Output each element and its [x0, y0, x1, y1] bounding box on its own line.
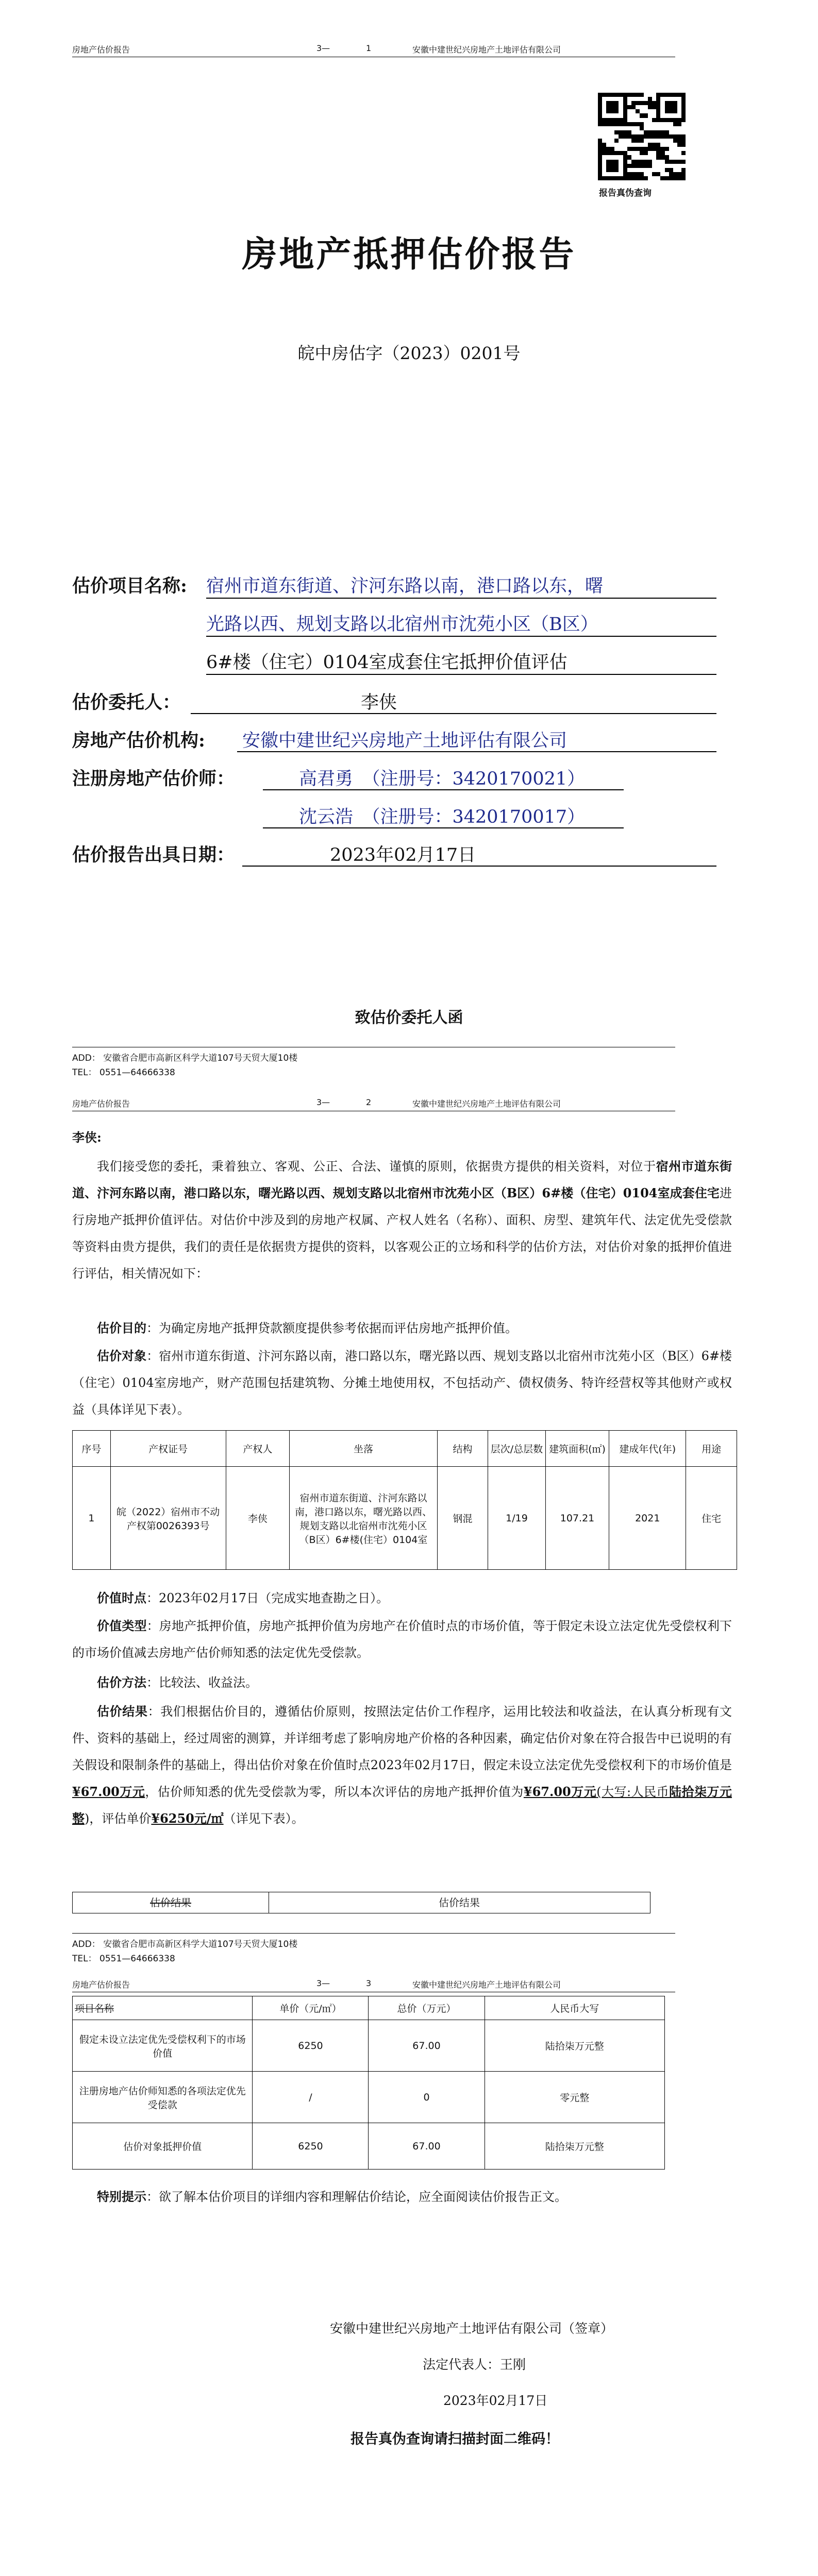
underline: [206, 598, 716, 599]
report-date: 2023年02月17日: [330, 845, 476, 866]
table-cell: 宿州市道东街道、汴河东路以南，港口路以东，曙光路以西、规划支路以北宿州市沈苑小区（B区）6#楼(住宅）0104室: [290, 1467, 437, 1570]
client-label: 估价委托人：: [72, 692, 181, 713]
agency-label: 房地产估价机构:: [72, 730, 205, 751]
table-header: 建筑面积(㎡): [545, 1431, 609, 1467]
header-company: 安徽中建世纪兴房地产土地评估有限公司: [412, 1099, 561, 1109]
underline: [263, 789, 624, 790]
letter-title: 致估价委托人函: [355, 1009, 463, 1027]
table-header: 用途: [686, 1431, 737, 1467]
underline: [206, 674, 716, 675]
project-label: 估价项目名称:: [72, 575, 187, 597]
result-text: ：我们根据估价目的，遵循估价原则，按照法定估价工作程序，运用比较法和收益法，在认真分析现有文件、资料的基础上，经过周密的测算，并详细考虑了影响房地产价格的各种因素，确定估价对象在符合报告中已说明的有关假设和限制条件的基础上，得出估价对象在价值时点2023年02月17日，假定未设立法定优先受偿权利下的市场价值是: [72, 1704, 732, 1772]
underline: [242, 866, 716, 867]
report-title: 房地产抵押估价报告: [242, 234, 576, 275]
table-cell: 陆拾柒万元整: [485, 2020, 664, 2072]
table-header: 坐落: [290, 1431, 437, 1467]
table-header: 建成年代(年): [609, 1431, 686, 1467]
report-date-label: 估价报告出具日期：: [72, 844, 235, 866]
underline: [206, 636, 716, 637]
header-report-title: 房地产估价报告: [72, 45, 130, 55]
table-cell: 假定未设立法定优先受偿权利下的市场价值: [73, 2020, 253, 2072]
footer-rule: [72, 1933, 675, 1934]
notice-label: 特别提示: [97, 2189, 146, 2204]
object-text: ：宿州市道东街道、汴河东路以南，港口路以东，曙光路以西、规划支路以北宿州市沈苑小区（B区）6#楼（住宅）0104室房地产，财产范围包括建筑物、分摊土地使用权，不包括动产、债权债务、特许经营权等其他财产或权益（具体详见下表）。: [72, 1349, 732, 1417]
table-cell: 李侠: [226, 1467, 290, 1570]
header-page-number: 2: [366, 1097, 372, 1107]
property-table: [72, 1430, 737, 1570]
table-cell: 6250: [253, 2020, 369, 2072]
value-type-label: 价值类型: [97, 1618, 147, 1633]
project-name-line3: 6#楼（住宅）0104室成套住宅抵押价值评估: [206, 652, 567, 673]
table-header: 产权证号: [110, 1431, 226, 1467]
value-date-paragraph: [72, 1585, 732, 1612]
page-header: [72, 1097, 675, 1109]
table-row: [73, 2072, 665, 2123]
qr-code-icon[interactable]: [598, 93, 686, 180]
header-page-marker: 3—: [316, 43, 330, 53]
header-page-number: 3: [366, 1978, 372, 1988]
legal-representative: 法定代表人：王刚: [423, 2357, 526, 2372]
header-page-marker: 3—: [316, 1097, 330, 1107]
purpose-label: 估价目的: [97, 1320, 146, 1335]
table-cell: 注册房地产估价师知悉的各项法定优先受偿款: [73, 2072, 253, 2123]
object-paragraph: [72, 1343, 732, 1423]
table-cell: 0: [369, 2072, 485, 2123]
table-cell: 钢混: [437, 1467, 488, 1570]
underline: [263, 827, 624, 828]
agency-name: 安徽中建世纪兴房地产土地评估有限公司: [242, 731, 567, 751]
notice-text: ：欲了解本估价项目的详细内容和理解估价结论，应全面阅读估价报告正文。: [146, 2190, 567, 2204]
result-head-cell: 估价结果: [73, 1892, 269, 1913]
mortgage-value: ¥67.00万元: [523, 1784, 597, 1799]
table-row: [73, 2123, 665, 2170]
intro-paragraph: [72, 1153, 732, 1287]
appraiser-1: 高君勇 （注册号：3420170021）: [299, 769, 586, 789]
notice-paragraph: [72, 2183, 732, 2210]
table-cell: 陆拾柒万元整: [485, 2123, 664, 2170]
value-type-paragraph: [72, 1613, 732, 1666]
table-cell: 皖（2022）宿州市不动产权第0026393号: [110, 1467, 226, 1570]
project-name-line1: 宿州市道东街道、汴河东路以南，港口路以东，曙: [206, 576, 604, 597]
result-paragraph: [72, 1698, 732, 1832]
intro-address: 宿州市道东街道、汴河东路以南，港口路以东，曙光路以西、规划支路以北宿州市沈苑小区（B区）6#楼（住宅）0104室成套住宅: [72, 1159, 732, 1200]
purpose-text: ：为确定房地产抵押贷款额度提供参考依据而评估房地产抵押价值。: [146, 1321, 517, 1335]
footer-tel: TEL： 0551—64666338: [72, 1067, 175, 1078]
page-header: [72, 43, 675, 55]
table-cell: 住宅: [686, 1467, 737, 1570]
footer-address: ADD： 安徽省合肥市高新区科学大道107号天贸大厦10楼: [72, 1939, 298, 1950]
header-company: 安徽中建世纪兴房地产土地评估有限公司: [412, 1980, 561, 1990]
table-row: [73, 2020, 665, 2072]
result-text: （详见下表）。: [223, 1811, 304, 1826]
table-header: 层次/总层数: [488, 1431, 545, 1467]
unit-price: ¥6250元/㎡: [151, 1811, 224, 1826]
table-header: 产权人: [226, 1431, 290, 1467]
table-header: 序号: [73, 1431, 111, 1467]
signature-company: 安徽中建世纪兴房地产土地评估有限公司（签章）: [330, 2321, 614, 2336]
underline: [191, 713, 716, 714]
footer-tel: TEL： 0551—64666338: [72, 1954, 175, 1964]
method-label: 估价方法: [97, 1675, 146, 1690]
footer-address: ADD： 安徽省合肥市高新区科学大道107号天贸大厦10楼: [72, 1053, 298, 1063]
header-page-number: 1: [366, 43, 372, 53]
table-cell: 107.21: [545, 1467, 609, 1570]
underline: [237, 751, 716, 752]
valuation-table: [72, 1996, 665, 2170]
appraiser-2: 沈云浩 （注册号：3420170017）: [299, 807, 586, 827]
table-header-row: [73, 1996, 665, 2020]
table-cell: 2021: [609, 1467, 686, 1570]
value-in-words: 陆拾柒万元整: [72, 1784, 732, 1826]
value-date-text: ：2023年02月17日（完成实地查勘之日）。: [146, 1591, 389, 1605]
table-header: 项目名称: [73, 1996, 253, 2020]
table-cell: 估价对象抵押价值: [73, 2123, 253, 2170]
intro-text: 我们接受您的委托，秉着独立、客观、公正、合法、谨慎的原则，依据贵方提供的相关资料，对位于: [97, 1159, 656, 1174]
table-header-row: [73, 1431, 737, 1467]
object-label: 估价对象: [97, 1348, 147, 1363]
table-cell: 6250: [253, 2123, 369, 2170]
purpose-paragraph: [72, 1315, 732, 1342]
header-report-title: 房地产估价报告: [72, 1980, 130, 1990]
table-header: 结构: [437, 1431, 488, 1467]
client-name: 李侠: [361, 692, 397, 713]
header-page-marker: 3—: [316, 1978, 330, 1988]
verify-notice: 报告真伪查询请扫描封面二维码！: [350, 2431, 559, 2447]
result-text: )，评估单价: [85, 1811, 152, 1826]
table-cell: 零元整: [485, 2072, 664, 2123]
result-label: 估价结果: [97, 1704, 148, 1719]
result-head-cell: 估价结果: [439, 1896, 480, 1909]
header-report-title: 房地产估价报告: [72, 1099, 130, 1109]
table-cell: 1/19: [488, 1467, 545, 1570]
value-date-label: 价值时点: [97, 1590, 146, 1605]
appraiser-label: 注册房地产估价师：: [72, 768, 235, 789]
table-cell: 67.00: [369, 2020, 485, 2072]
table-cell: 1: [73, 1467, 111, 1570]
signature-date: 2023年02月17日: [443, 2393, 548, 2408]
report-number: 皖中房估字（2023）0201号: [297, 343, 521, 363]
market-value: ¥67.00万元: [72, 1784, 145, 1799]
salutation: 李侠:: [72, 1130, 102, 1145]
table-row: [73, 1467, 737, 1570]
qr-caption: 报告真伪查询: [599, 188, 652, 198]
table-cell: 67.00: [369, 2123, 485, 2170]
method-text: ：比较法、收益法。: [146, 1675, 258, 1690]
header-company: 安徽中建世纪兴房地产土地评估有限公司: [412, 45, 561, 55]
table-header: 人民币大写: [485, 1996, 664, 2020]
method-paragraph: [72, 1669, 732, 1696]
table-header: 总价（万元）: [369, 1996, 485, 2020]
page-header: [72, 1978, 675, 1990]
result-text: ，估价师知悉的优先受偿款为零，所以本次评估的房地产抵押价值为: [145, 1785, 524, 1799]
table-cell: /: [253, 2072, 369, 2123]
table-header: 单价（元/㎡）: [253, 1996, 369, 2020]
value-type-text: ：房地产抵押价值，房地产抵押价值为房地产在价值时点的市场价值，等于假定未设立法定优先受偿权利下的市场价值减去房地产估价师知悉的法定优先受偿款。: [72, 1619, 732, 1660]
result-table-head: [72, 1892, 650, 1913]
result-text: (大写:人民币: [596, 1785, 670, 1799]
project-name-line2: 光路以西、规划支路以北宿州市沈苑小区（B区）: [206, 614, 598, 635]
intro-text: 进行房地产抵押价值评估。对估价中涉及到的房地产权属、产权人姓名（名称）、面积、房型、建筑年代、法定优先受偿款等资料由贵方提供，我们的责任是依据贵方提供的资料，以客观公正的立场和科学的估价方法，对估价对象的抵押价值进行评估，相关情况如下：: [72, 1186, 732, 1281]
